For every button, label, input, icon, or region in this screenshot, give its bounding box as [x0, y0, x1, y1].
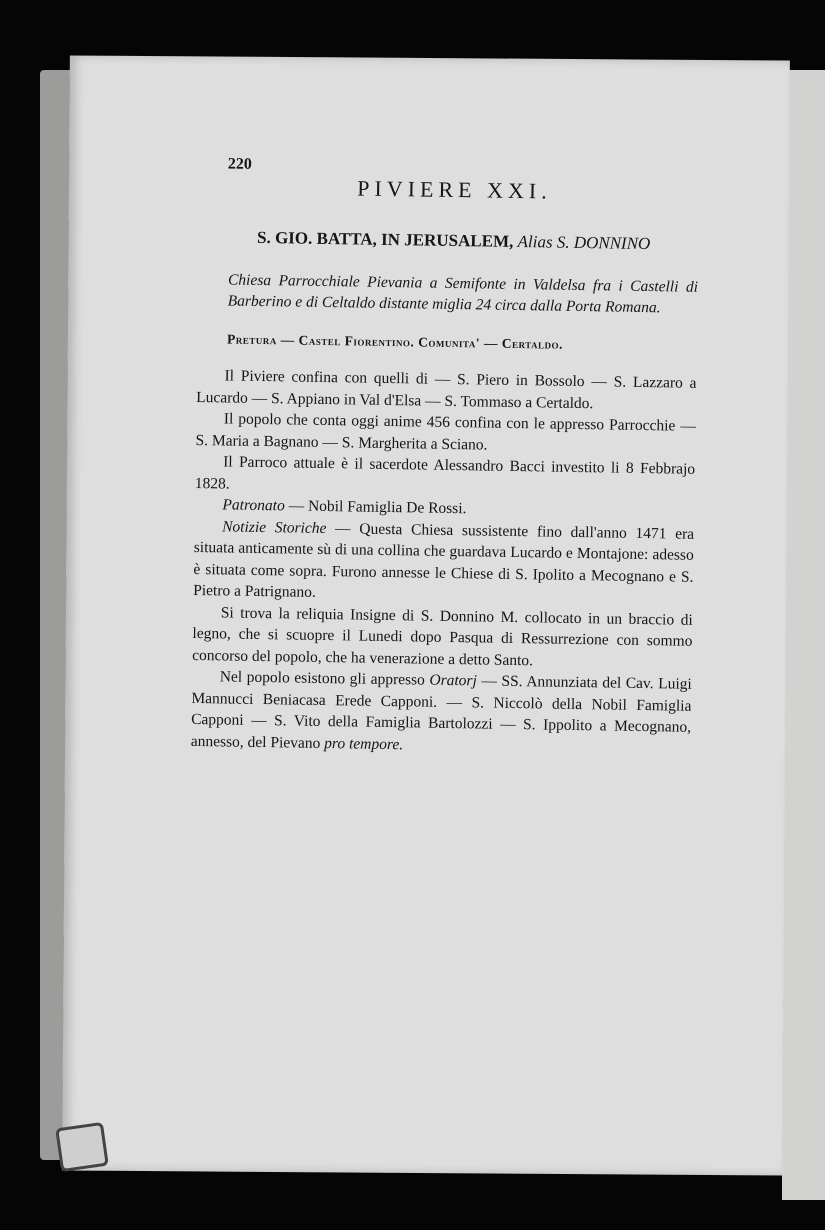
administrative-line: Pretura — Castel Fiorentino. Comunita' — Certaldo.	[226, 331, 564, 352]
oratories-intro: Nel popolo esistono gli appresso	[219, 668, 430, 689]
paragraph-oratories	[191, 666, 692, 760]
patronage-label: Patronato	[222, 496, 285, 515]
history-label: Notizie Storiche	[222, 517, 327, 537]
paragraph-parish-priest: Il Parroco attuale è il sacerdote Alessandro Bacci investito li 8 Febbrajo 1828.	[194, 453, 696, 493]
oratories-end: pro tempore.	[324, 734, 404, 753]
page-number: 220	[227, 155, 252, 173]
church-title	[209, 227, 699, 255]
paragraph-relic: Si trova la reliquia Insigne di S. Donnino M. collocato in un braccio di legno, che si scuopre il Lunedi dopo Pasqua di Ressurrezione con sommo concorso del popolo, che ha venerazione a detto Santo.	[192, 603, 693, 669]
paragraph-population: Il popolo che conta oggi anime 456 confina con le appresso Parrocchie — S. Maria a Bagnano — S. Margherita a Sciano.	[195, 410, 696, 454]
body-text	[191, 365, 697, 760]
oratories-label: Oratorj	[429, 671, 477, 690]
oratories-text: — SS. Annunziata del Cav. Luigi Mannucci Beniacasa Erede Capponi. — S. Niccolò della Nobil Famiglia Capponi — S. Vito della Famiglia Bartolozzi — S. Ippolito a Mecognano, annesso, del Pievano	[190, 672, 692, 752]
church-alias: Alias S. DONNINO	[517, 232, 651, 254]
church-name: S. GIO. BATTA, IN JERUSALEM,	[256, 227, 514, 251]
church-description: Chiesa Parrocchiale Pievania a Semifonte in Valdelsa fra i Castelli di Barberino e di Celtaldo distante miglia 24 circa dalla Porta Romana.	[227, 271, 699, 317]
chapter-title: PIVIERE XXI.	[357, 175, 552, 204]
history-text: — Questa Chiesa sussistente fino dall'anno 1471 era situata anticamente sù di una collina che guardava Lucardo e Montajone: adesso è situata come sopra. Furono annesse le Chiese di S. Ipolito a Mecognano e S. Pietro a Patrignano.	[193, 519, 695, 601]
patronage-text: — Nobil Famiglia De Rossi.	[284, 497, 467, 518]
page-corner-clip	[55, 1122, 109, 1172]
paragraph-boundaries: Il Piviere confina con quelli di — S. Piero in Bossolo — S. Lazzaro a Lucardo — S. Appiano in Val d'Elsa — S. Tommaso a Certaldo.	[196, 367, 697, 412]
paragraph-history	[193, 515, 694, 609]
page-content	[191, 155, 700, 760]
